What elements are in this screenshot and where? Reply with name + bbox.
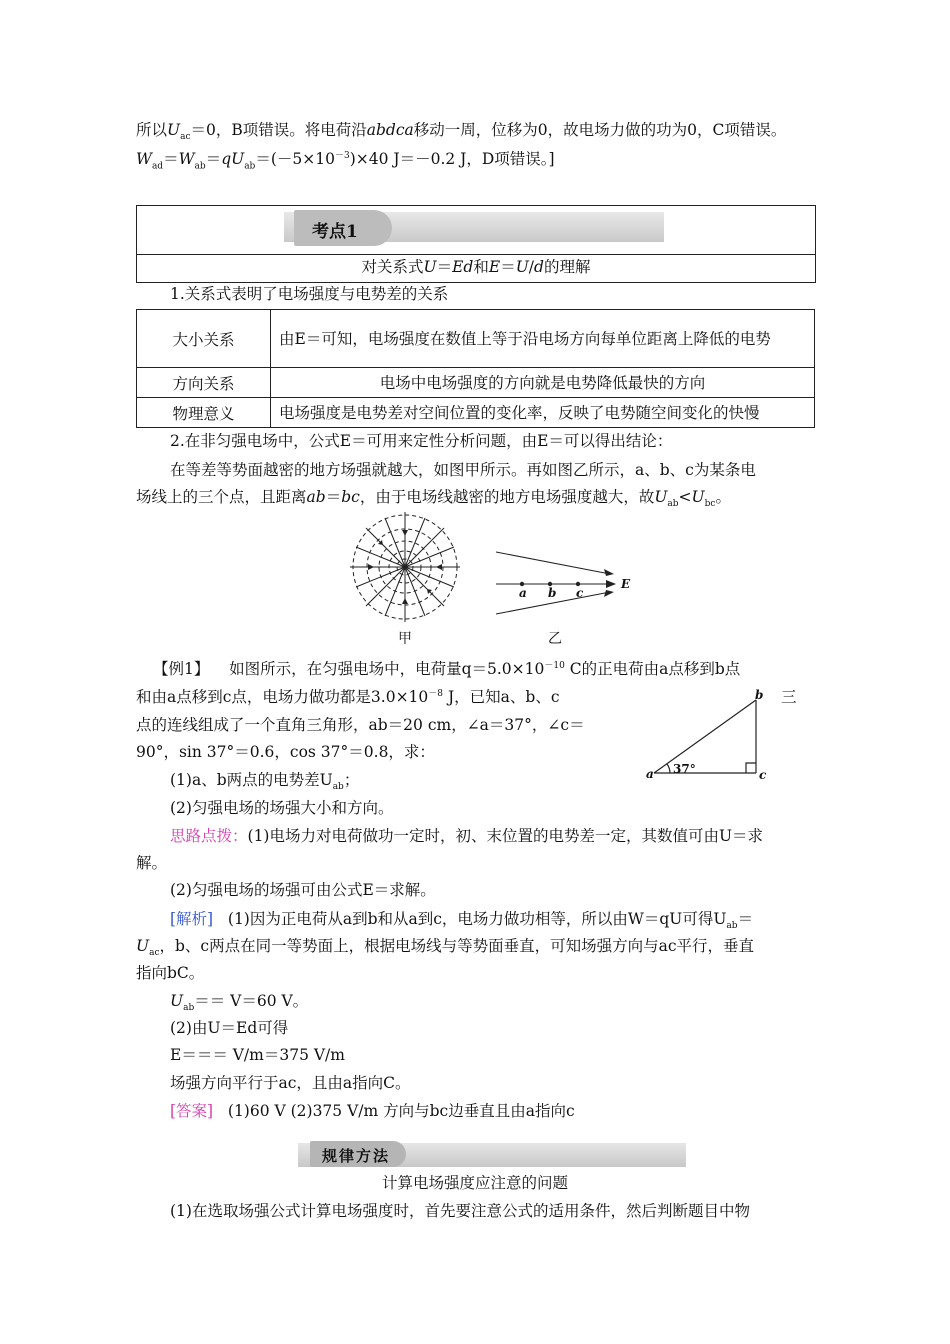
table-row xyxy=(137,310,815,368)
answer-label: [答案] xyxy=(170,1102,214,1120)
text: ＝ xyxy=(205,150,222,169)
divider xyxy=(137,254,815,255)
figure-jia xyxy=(350,512,460,622)
figure-yi-E: E xyxy=(621,577,631,591)
figure-yi-a: a xyxy=(519,586,527,600)
text: ＝ xyxy=(325,488,342,506)
text: 和由a点移到c点，电场力做功都是3.0×10 xyxy=(136,688,429,707)
text: (1)a、b两点的电势差U xyxy=(170,771,333,789)
sub: ac xyxy=(180,132,191,143)
table-value: 电场中电场强度的方向就是电势降低最快的方向 xyxy=(271,368,815,398)
table-value: 由E＝可知，电场强度在数值上等于沿电场方向每单位距离上降低的电势 xyxy=(271,310,815,368)
example-line-4: 90°，sin 37°＝0.6，cos 37°＝0.8，求： xyxy=(136,743,435,761)
text: 如图所示，在匀强电场中，电荷量q＝5.0×10 xyxy=(229,660,545,679)
analysis-line-2 xyxy=(136,939,754,958)
sub: ad xyxy=(151,161,164,172)
text: 场线上的三个点，且距离 xyxy=(136,488,307,506)
triangle-label-c: c xyxy=(759,768,767,782)
point-1: 1.关系式表明了电场强度与电势差的关系 xyxy=(170,285,449,303)
var: U xyxy=(170,992,184,1010)
sub: ab xyxy=(244,161,256,172)
text: 的理解 xyxy=(543,258,591,276)
para-1-line-2 xyxy=(136,490,731,509)
text: ＝ xyxy=(163,150,179,169)
figure-yi-label: 乙 xyxy=(548,631,562,647)
triangle-label-a: a xyxy=(646,767,654,781)
text: / xyxy=(528,258,535,276)
answer-line xyxy=(170,1104,575,1120)
sub: ab xyxy=(667,499,679,510)
var: U xyxy=(167,121,181,139)
example-line-2-end: 三 xyxy=(781,688,797,706)
sup: －3 xyxy=(334,151,350,161)
sub: ac xyxy=(149,948,160,959)
figure-jia-label: 甲 xyxy=(398,631,412,647)
var: ab xyxy=(306,488,326,506)
example-line-3: 点的连线组成了一个直角三角形，ab＝20 cm，∠a＝37°，∠c＝ xyxy=(136,716,585,734)
kaodian-title xyxy=(137,260,815,276)
text: 移动一周，位移为0，故电场力做的功为0，C项错误。 xyxy=(413,121,787,139)
text: )×40 J＝－0.2 J，D项错误。] xyxy=(349,150,555,169)
text: (1)电场力对电荷做功一定时，初、末位置的电势差一定，其数值可由U＝求 xyxy=(247,827,764,845)
var: U xyxy=(515,258,529,276)
var: Ed xyxy=(452,258,474,276)
sub: ab xyxy=(726,921,738,932)
sub: ab xyxy=(194,161,206,172)
analysis-line-6: E＝＝＝ V/m＝375 V/m xyxy=(170,1046,345,1064)
text: ＝ xyxy=(500,258,516,276)
sub: ab xyxy=(332,782,344,793)
sub: ab xyxy=(183,1003,195,1014)
text: 对关系式 xyxy=(361,258,424,276)
text: ，由于电场线越密的地方电场强度越大，故 xyxy=(359,488,655,506)
text: C的正电荷由a点移到b点 xyxy=(564,660,741,679)
point-2: 2.在非匀强电场中，公式E＝可用来定性分析问题，由E＝可以得出结论： xyxy=(170,432,673,450)
analysis-line-1 xyxy=(170,912,753,931)
var: bc xyxy=(341,488,360,506)
example-q1 xyxy=(170,773,359,792)
rule-title: 计算电场强度应注意的问题 xyxy=(381,1174,568,1192)
rule-tag xyxy=(310,1141,406,1167)
text: ，b、c两点在同一等势面上，根据电场线与等势面垂直，可知场强方向与ac平行，垂直 xyxy=(159,937,755,955)
hint-label: 思路点拨： xyxy=(170,827,248,845)
figure-yi xyxy=(494,548,634,618)
analysis-line-4 xyxy=(170,994,308,1013)
analysis-line-3: 指向bC。 xyxy=(136,964,205,982)
sub: bc xyxy=(704,499,716,510)
hint-line-1b: 解。 xyxy=(136,854,168,872)
text: J，已知a、b、c xyxy=(443,688,560,707)
sup: －10 xyxy=(544,661,565,671)
example-tag: 【例1】 xyxy=(153,660,210,679)
kaodian-tag-label: 考点1 xyxy=(312,222,358,242)
text: ＝(－5×10 xyxy=(255,150,335,169)
hint-line-1 xyxy=(170,829,763,845)
intro-line-2 xyxy=(136,152,555,171)
table-row xyxy=(137,398,815,428)
sup: －8 xyxy=(428,689,444,699)
analysis-line-7: 场强方向平行于ac，且由a指向C。 xyxy=(170,1074,411,1092)
table-key: 物理意义 xyxy=(137,398,271,428)
hint-line-2: (2)匀强电场的场强可由公式E＝求解。 xyxy=(170,881,436,899)
relation-table xyxy=(136,309,815,428)
rule-line-1: (1)在选取场强公式计算电场强度时，首先要注意公式的适用条件，然后判断题目中物 xyxy=(170,1202,750,1220)
var: d xyxy=(534,258,544,276)
var: E xyxy=(488,258,501,276)
text: 所以 xyxy=(136,121,168,139)
text: ； xyxy=(343,771,360,789)
var: qU xyxy=(221,150,245,169)
table-value: 电场强度是电势差对空间位置的变化率，反映了电势随空间变化的快慢 xyxy=(271,398,815,428)
text: 。 xyxy=(715,488,731,506)
text: 和 xyxy=(473,258,489,276)
text: ＝＝ V＝60 V。 xyxy=(194,992,309,1010)
var: U xyxy=(136,937,150,955)
triangle-label-b: b xyxy=(755,688,764,702)
text: (1)因为正电荷从a到b和从a到c，电场力做功相等，所以由W＝qU可得U xyxy=(227,910,727,928)
rule-tag-label: 规律方法 xyxy=(322,1147,391,1165)
triangle-angle: 37° xyxy=(673,762,696,776)
figure-yi-c: c xyxy=(576,586,584,600)
example-line-1 xyxy=(153,662,740,678)
text: ＝0，B项错误。将电荷沿 xyxy=(190,121,367,139)
var: W xyxy=(178,150,195,169)
table-key: 大小关系 xyxy=(137,310,271,368)
analysis-line-5: (2)由U＝Ed可得 xyxy=(170,1019,289,1037)
para-1-line-1: 在等差等势面越密的地方场强就越大，如图甲所示。再如图乙所示，a、b、c为某条电 xyxy=(170,461,756,479)
text: (1)60 V (2)375 V/m 方向与bc边垂直且由a指向c xyxy=(227,1102,575,1120)
intro-line-1 xyxy=(136,123,786,142)
example-line-2 xyxy=(136,690,560,706)
var: U xyxy=(423,258,437,276)
table-row xyxy=(137,368,815,398)
analysis-label: [解析] xyxy=(170,910,214,928)
text: ＝ xyxy=(436,258,453,276)
kaodian-box xyxy=(136,205,816,283)
var: U xyxy=(654,488,668,506)
table-key: 方向关系 xyxy=(137,368,271,398)
example-q2: (2)匀强电场的场强大小和方向。 xyxy=(170,799,394,817)
figure-yi-b: b xyxy=(548,586,557,600)
var: W xyxy=(136,150,152,169)
var: U xyxy=(691,488,705,506)
text: < xyxy=(678,488,692,506)
kaodian-tag xyxy=(294,210,392,246)
var: abdca xyxy=(366,121,414,139)
text: ＝ xyxy=(737,910,754,928)
